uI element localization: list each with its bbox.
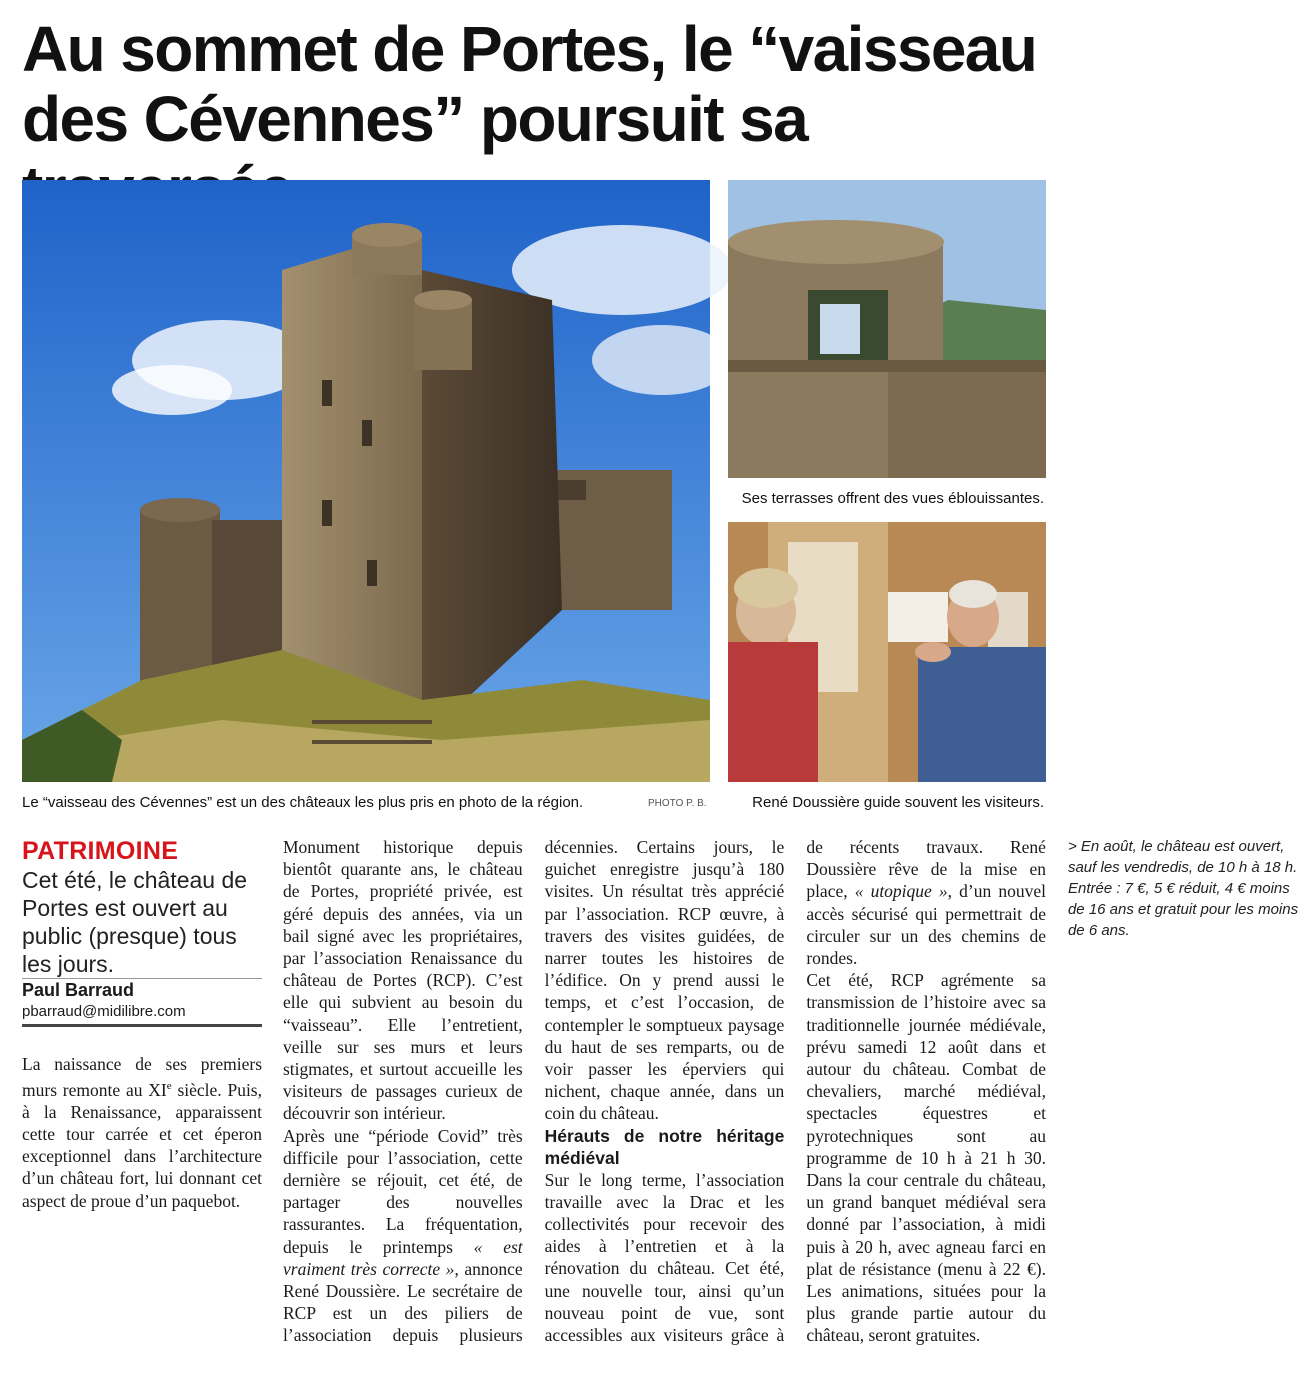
lead-paragraph: Cet été, le château de Portes est ouvert au public (presque) tous les jours. bbox=[22, 867, 248, 978]
author-email: pbarraud@midilibre.com bbox=[22, 1003, 186, 1021]
castle-photo bbox=[22, 180, 710, 782]
paragraph-3: Après une “période Covid” très difficile pour l’association, cette dernière se réjouit, cet été, de partager des nouvelles rassurantes. La fréquentation, depuis le printemps « est vraiment très correcte », annonce René Doussière. Le secrétaire de RCP est un des piliers de l’association depuis plusieurs décennies. Certains jours, le guichet enregistre jusqu’à 180 visites. Un résultat très apprécié par l’association. RCP œuvre, à travers des visites guidées, de narrer toutes les histoires de l’édifice. On y prend aussi le temps, et c’est l’occasion, de contempler le somptueux paysage du haut de ses remparts, ou de voir passer les éperviers qui nichent, chaque année, dans un coin du château. bbox=[283, 837, 785, 1346]
rubric-label: PATRIMOINE bbox=[22, 837, 179, 865]
paragraph-2: Monument historique depuis bientôt quarante ans, le château de Portes, propriété privée, est géré depuis des années, via un bail signé avec les propriétaires, par l’association Renaissance du château de Portes (RCP). C’est elle qui subvient au besoin du “vaisseau”. Elle l’entretient, veille sur ses murs et leurs stigmates, et surtout accueille les visiteurs de passages curieux de découvrir son intérieur. bbox=[283, 837, 523, 1124]
paragraph-4: Sur le long terme, l’association travaille avec la Drac et les collectivités pour recevoir des aides à l’entretien et à la rénovation du château. Cet été, une nouvelle tour, ainsi qu’un nouveau point de vue, sont accessibles aux visiteurs grâce à de récents travaux. René Doussière rêve de la mise en place, « utopique », d’un nouvel accès sécurisé qui permettrait de circuler sur un des chemins de rondes. bbox=[544, 837, 1046, 1346]
terrace-caption: Ses terrasses offrent des vues éblouissantes. bbox=[741, 490, 1044, 507]
column-2-4 bbox=[283, 836, 1299, 1366]
main-caption: Le “vaisseau des Cévennes” est un des châteaux les plus pris en photo de la région. bbox=[22, 794, 584, 811]
author-name: Paul Barraud bbox=[22, 980, 135, 1001]
headline: Au sommet de Portes, le “vaisseau des Cévennes” poursuit sa bbox=[22, 13, 1037, 155]
column-1 bbox=[22, 837, 262, 1212]
divider-thick bbox=[22, 1024, 262, 1027]
practical-info: > En août, le château est ouvert, sauf les vendredis, de 10 h à 18 h. Entrée : 7 €, 5 € réduit, 4 € moins de 16 ans et gratuit pour les moins de 6 ans. bbox=[1067, 838, 1299, 939]
guide-caption: René Doussière guide souvent les visiteurs. bbox=[752, 794, 1044, 811]
paragraph-1: La naissance de ses premiers murs remonte au XIe siècle. Puis, à la Renaissance, apparaissent cette tour carrée et cet éperon exceptionnel dans l’architecture d’un château fort, lui donnant cet aspect de proue d’un paquebot. bbox=[22, 1053, 262, 1211]
subhead: Hérauts de notre héritage médiéval bbox=[544, 1125, 785, 1168]
guide-photo bbox=[728, 522, 1046, 782]
paragraph-5: Cet été, RCP agrémente sa transmission de l’histoire avec sa traditionnelle journée médiévale, prévu samedi 12 août dans et autour du château. Combat de chevaliers, marché médiéval, spectacles équestres et pyrotechniques sont au programme de 10 h à 21 h 30. Dans la cour centrale du château, un grand banquet médiéval sera donné par l’association, à midi puis à 20 h, avec agneau farci en plat de résistance (menu à 22 €). Les animations, situées pour la plus grande partie autour du château, seront gratuites. bbox=[806, 970, 1046, 1346]
terrace-photo bbox=[728, 180, 1046, 478]
photo-credit: PHOTO P. B. bbox=[648, 798, 707, 809]
